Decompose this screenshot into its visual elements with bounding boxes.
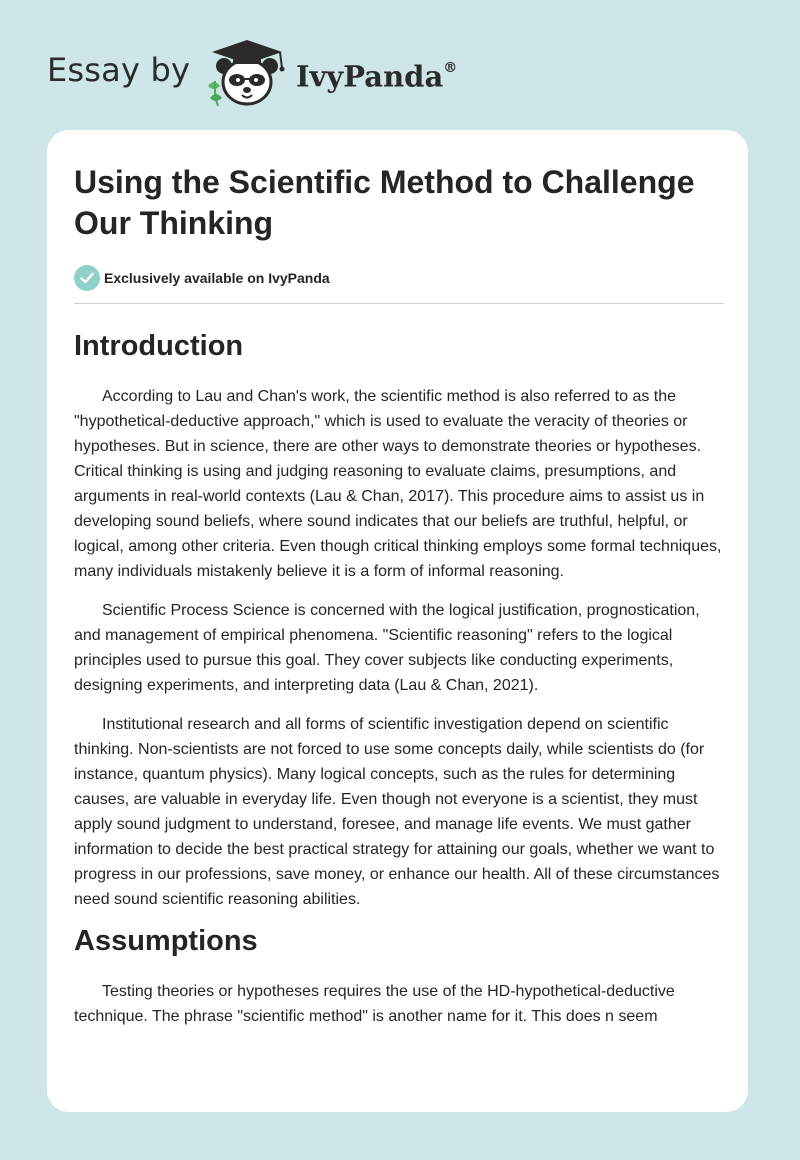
check-icon <box>74 265 100 291</box>
panda-graduate-icon[interactable] <box>200 36 294 108</box>
brand-name[interactable] <box>296 54 457 95</box>
paragraph: Institutional research and all forms of scientific investigation depend on scientific thinking. Non-scientists are not forced to use some concepts daily, while scientists do (for instance, quantum physics). Many logical concepts, such as the rules for determining causes, are valuable in everyday life. Even though not everyone is a scientist, they must apply sound judgment to understand, foresee, and manage life events. We must gather information to decide the best practical strategy for attaining our goals, whether we want to progress in our professions, save money, or enhance our health. All of these circumstances need sound scientific reasoning abilities. <box>74 716 720 908</box>
exclusive-label: Exclusively available on IvyPanda <box>104 270 330 286</box>
page-title: Using the Scientific Method to Challenge Our Thinking <box>74 164 695 241</box>
essay-content <box>74 162 724 1029</box>
brand-prefix: Essay by <box>47 51 191 89</box>
section-heading-assumptions: Assumptions <box>74 925 258 957</box>
site-header <box>0 0 800 130</box>
exclusive-badge <box>74 264 724 292</box>
essay-card <box>47 130 748 1112</box>
paragraph: According to Lau and Chan's work, the scientific method is also referred to as the "hypothetical-deductive approach," which is used to evaluate the veracity of theories or hypotheses. But in science, there are other ways to demonstrate theories or hypotheses. Critical thinking is using and judging reasoning to evaluate claims, presumptions, and arguments in real-world contexts (Lau & Chan, 2017). This procedure aims to assist us in developing sound beliefs, where sound indicates that our beliefs are truthful, helpful, or logical, among other criteria. Even though critical thinking employs some formal techniques, many individuals mistakenly believe it is a form of informal reasoning. <box>74 388 722 580</box>
section-heading-introduction: Introduction <box>74 330 244 362</box>
paragraph: Scientific Process Science is concerned with the logical justification, prognostication, and management of empirical phenomena. "Scientific reasoning" refers to the logical principles used to pursue this goal. They cover subjects like conducting experiments, designing experiments, and interpreting data (Lau & Chan, 2021). <box>74 602 700 694</box>
divider <box>74 303 724 304</box>
registered-mark: ® <box>443 60 458 76</box>
paragraph: Testing theories or hypotheses requires the use of the HD-hypothetical-deductive technique. The phrase "scientific method" is another name for it. This does n seem <box>74 983 675 1025</box>
brand-name-text: IvyPanda <box>296 59 444 94</box>
